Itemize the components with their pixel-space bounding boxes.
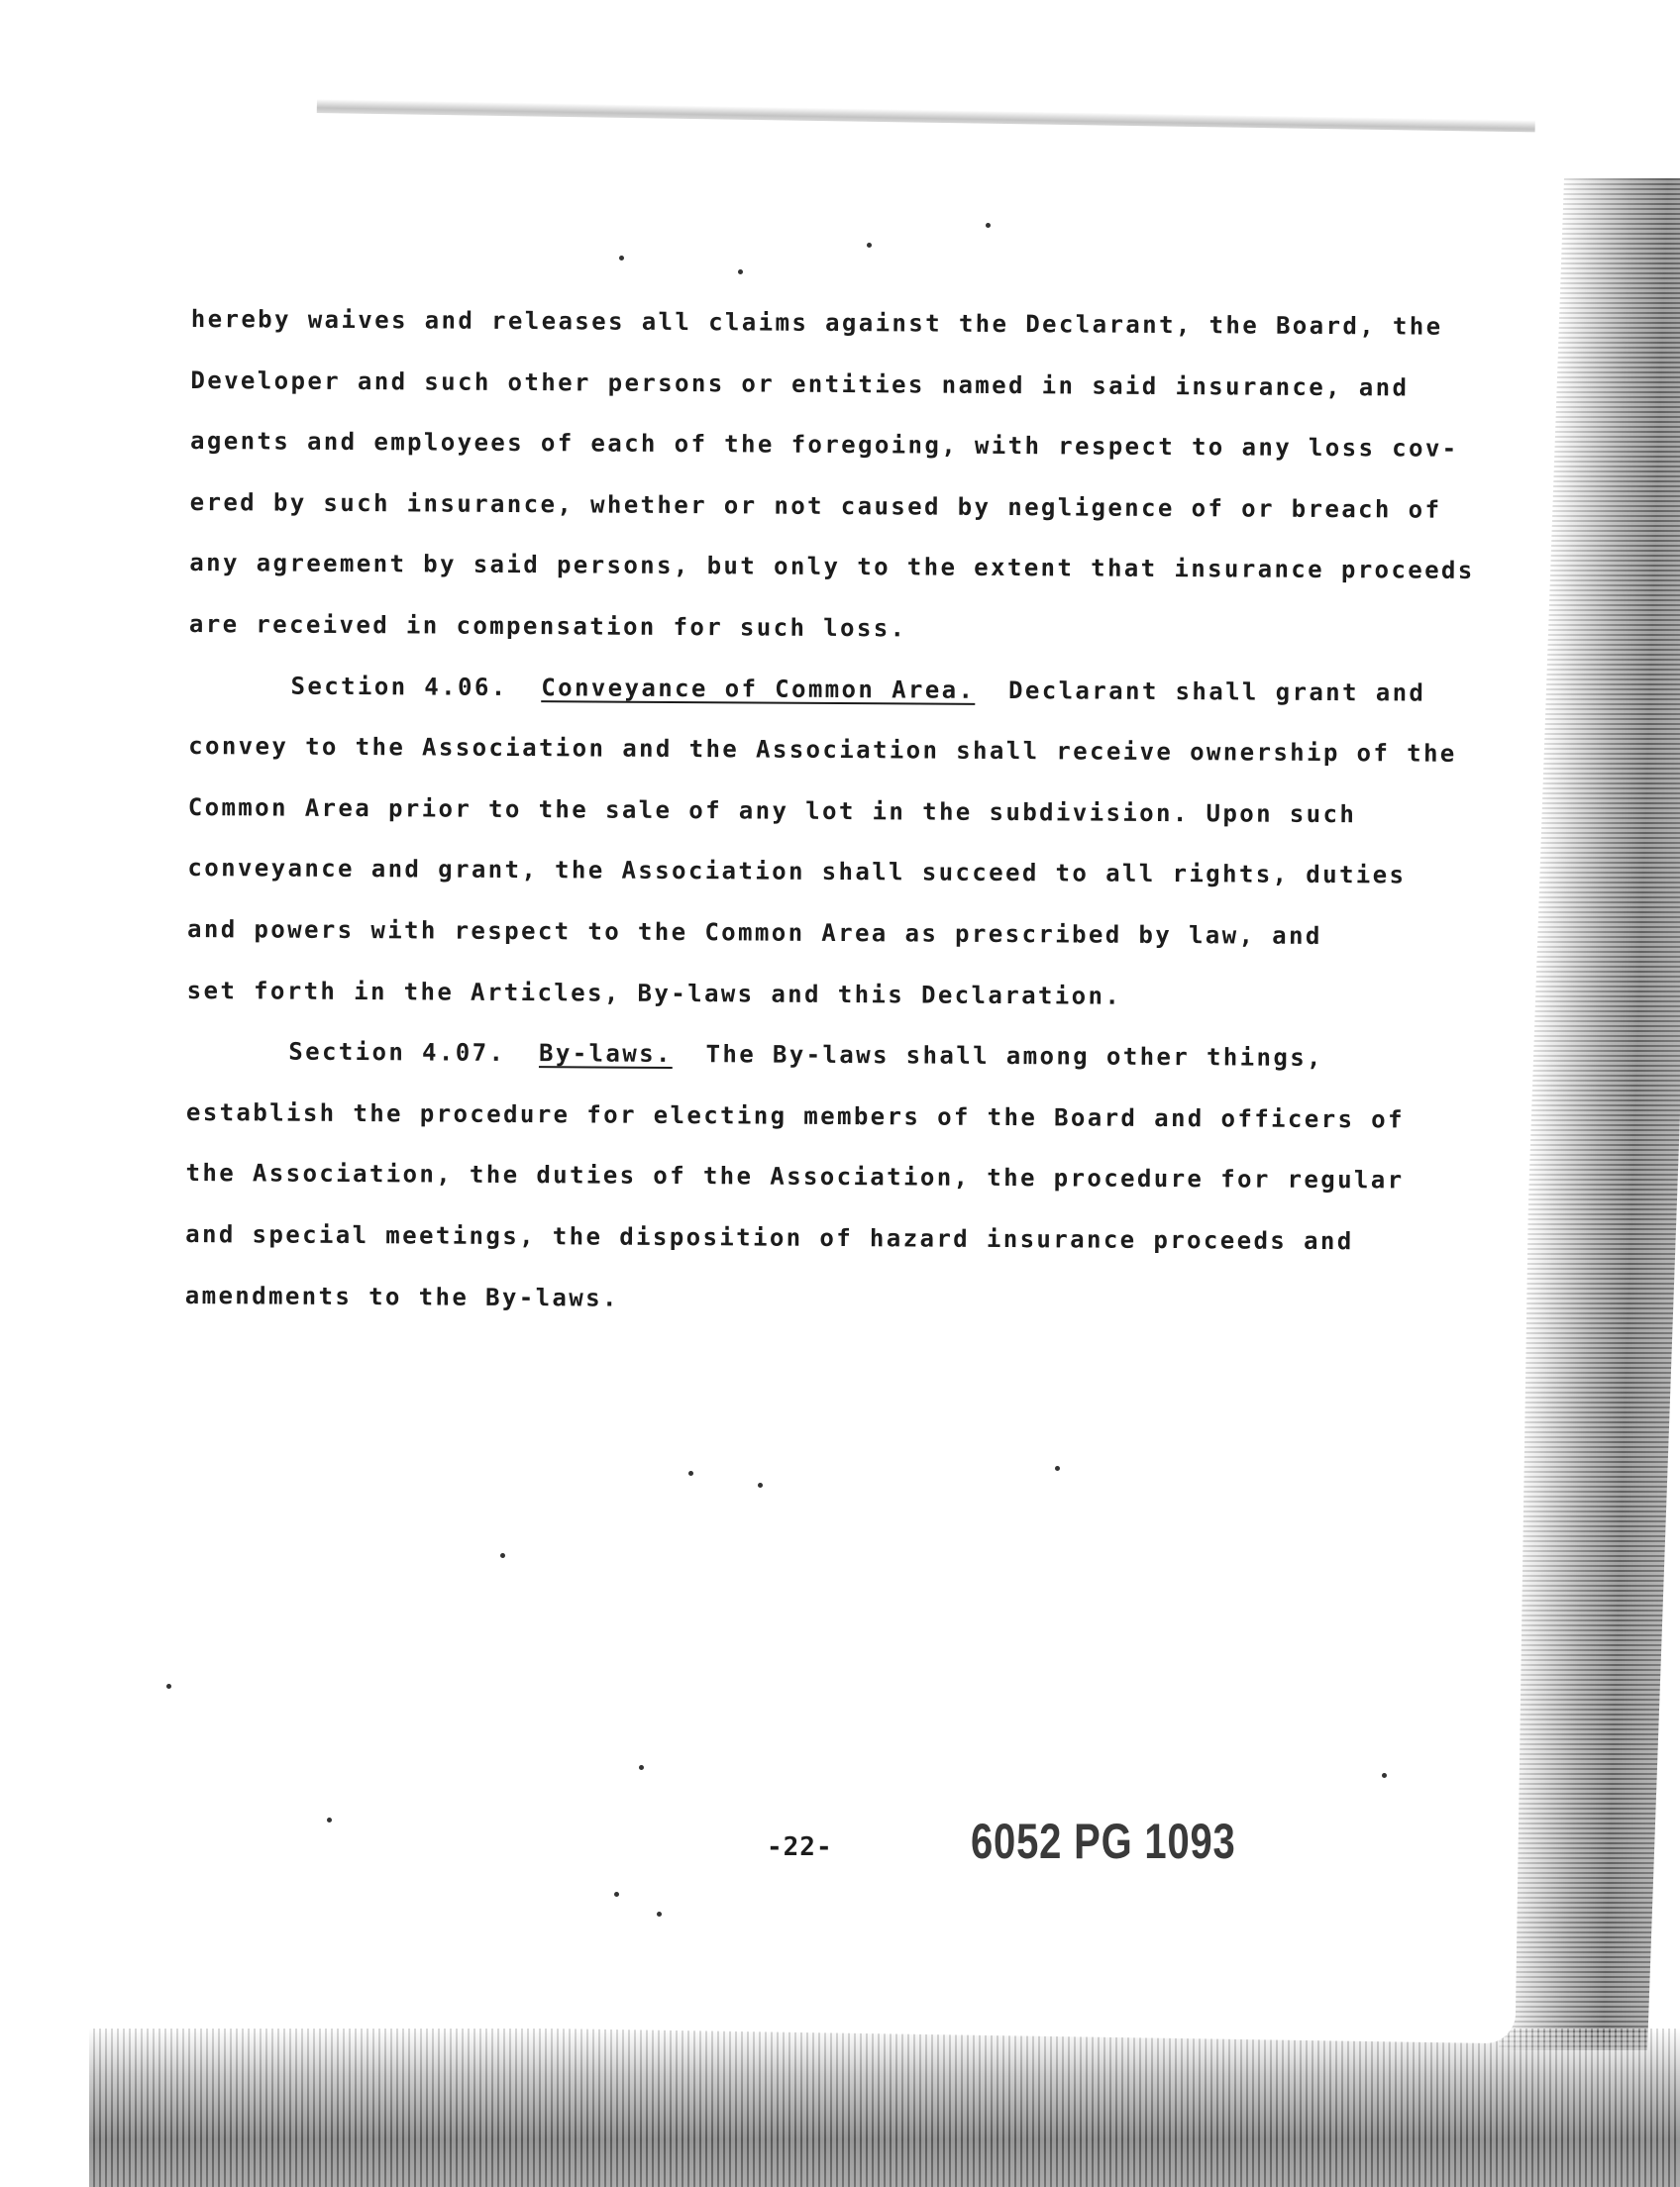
section-number: Section 4.07. — [288, 1037, 506, 1068]
section-title: By-laws. — [538, 1039, 673, 1069]
section-text: The By-laws shall among other things, — [705, 1040, 1324, 1073]
section-4-07 — [185, 1021, 1455, 1334]
section-number: Section 4.06. — [290, 672, 508, 701]
scan-speck — [738, 269, 743, 274]
text-line: and powers with respect to the Common Area as prescribed by law, and — [186, 914, 1322, 950]
text-line: establish the procedure for electing members of the Board and officers of — [185, 1097, 1405, 1134]
text-line: and special meetings, the disposition of hazard insurance proceeds and — [185, 1219, 1354, 1256]
page-number: -22- — [767, 1832, 833, 1862]
text-line: agents and employees of each of the foregoing, with respect to any loss cov- — [189, 427, 1459, 464]
text-line: amendments to the By-laws. — [184, 1281, 619, 1312]
paragraph-insurance-waiver — [188, 289, 1475, 663]
section-4-06 — [186, 656, 1456, 1029]
photocopy-bottom-edge — [89, 2029, 1680, 2187]
text-line: the Association, the duties of the Association, the procedure for regular — [185, 1159, 1405, 1195]
scan-speck — [166, 1684, 171, 1689]
text-line: any agreement by said persons, but only to the extent that insurance proceeds — [189, 549, 1475, 585]
book-page-stamp: 6052 PG 1093 — [971, 1814, 1236, 1869]
scan-speck — [986, 223, 991, 228]
text-line: Common Area prior to the sale of any lot in the subdivision. Upon such — [187, 792, 1357, 828]
scan-speck — [867, 243, 872, 248]
text-line: Developer and such other persons or entities named in said insurance, and — [190, 365, 1410, 402]
text-line: set forth in the Articles, By-laws and this Declaration. — [186, 976, 1122, 1010]
scan-speck — [639, 1765, 644, 1770]
text-line: conveyance and grant, the Association shall succeed to all rights, duties — [187, 854, 1407, 889]
text-line: are received in compensation for such loss. — [188, 609, 907, 643]
document-body — [184, 289, 1475, 1334]
text-line: ered by such insurance, whether or not caused by negligence of or breach of — [189, 487, 1442, 524]
section-heading-line — [186, 1021, 1454, 1090]
section-text: Declarant shall grant and — [1008, 676, 1426, 707]
scan-speck — [688, 1471, 693, 1476]
scan-speck — [619, 256, 624, 260]
scan-speck — [500, 1553, 505, 1558]
scan-speck — [758, 1483, 763, 1488]
section-heading-line — [188, 656, 1456, 724]
scan-speck — [657, 1912, 662, 1917]
scan-speck — [1055, 1466, 1060, 1471]
text-line: convey to the Association and the Association shall receive ownership of the — [188, 732, 1457, 768]
section-title: Conveyance of Common Area. — [541, 673, 976, 704]
scan-speck — [1382, 1773, 1387, 1778]
scan-speck — [614, 1892, 619, 1897]
scan-speck — [327, 1818, 332, 1822]
text-line: hereby waives and releases all claims against the Declarant, the Board, the — [190, 304, 1443, 341]
